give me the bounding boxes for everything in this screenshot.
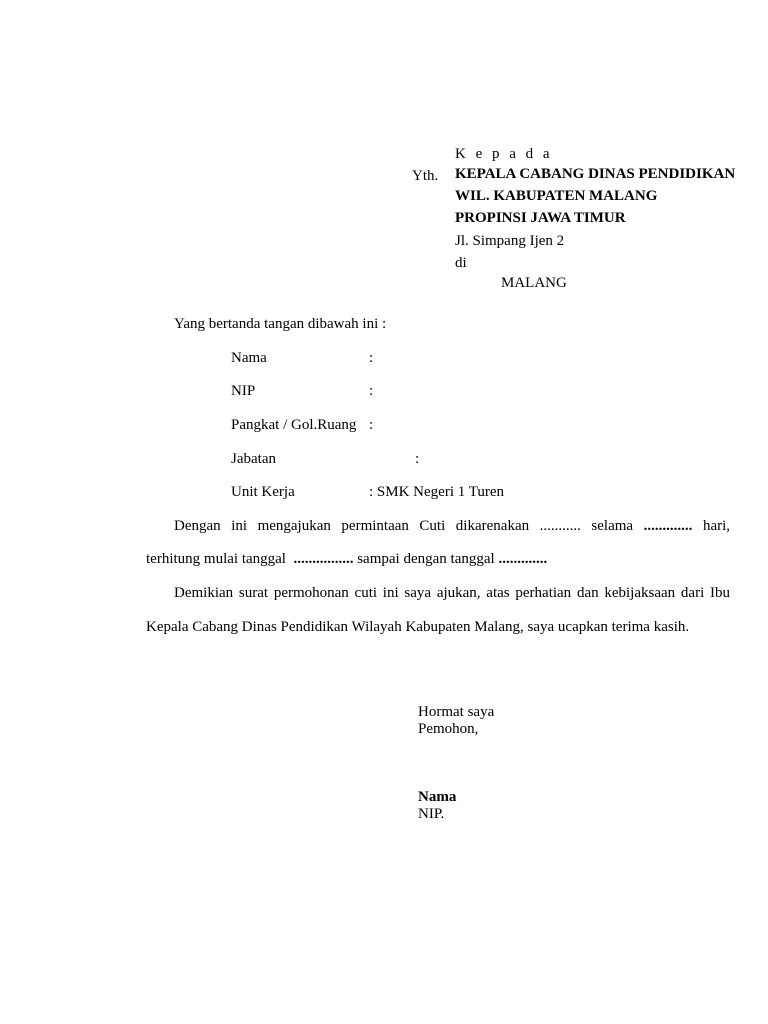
recipient-line-1: KEPALA CABANG DINAS PENDIDIKAN — [455, 166, 736, 182]
address-di: di — [455, 255, 467, 271]
signature-role: Pemohon, — [418, 721, 479, 737]
field-jabatan-separator: : — [415, 451, 420, 467]
field-nama-separator: : — [369, 350, 374, 366]
signature-name: Nama — [418, 789, 457, 805]
field-pangkat-label: Pangkat / Gol.Ruang — [231, 417, 357, 433]
paragraph-1-line-2: terhitung mulai tanggal ................ sampai dengan tanggal ............. — [146, 551, 548, 567]
paragraph-2-line-2: Kepala Cabang Dinas Pendidikan Wilayah Kabupaten Malang, saya ucapkan terima kasih. — [146, 619, 690, 635]
field-pangkat-separator: : — [369, 417, 374, 433]
address-city: MALANG — [501, 275, 567, 291]
recipient-line-2: WIL. KABUPATEN MALANG — [455, 188, 658, 204]
signature-closing: Hormat saya — [418, 704, 495, 720]
yth-label: Yth. — [412, 168, 439, 184]
field-jabatan-label: Jabatan — [231, 451, 276, 467]
field-unit-value: : SMK Negeri 1 Turen — [369, 484, 505, 500]
address-street: Jl. Simpang Ijen 2 — [455, 233, 565, 249]
field-nama-label: Nama — [231, 350, 267, 366]
kepada-label: K e p a d a — [455, 146, 553, 162]
field-nip-separator: : — [369, 383, 374, 399]
paragraph-1-line-1: Dengan ini mengajukan permintaan Cuti dikarenakan ........... selama ............. hari, — [174, 518, 731, 534]
signature-nip: NIP. — [418, 806, 445, 822]
recipient-line-3: PROPINSI JAWA TIMUR — [455, 210, 626, 226]
paragraph-2-line-1: Demikian surat permohonan cuti ini saya ajukan, atas perhatian dan kebijaksaan dari Ibu — [174, 585, 730, 601]
field-nip-label: NIP — [231, 383, 256, 399]
intro-text: Yang bertanda tangan dibawah ini : — [174, 316, 387, 332]
field-unit-label: Unit Kerja — [231, 484, 295, 500]
